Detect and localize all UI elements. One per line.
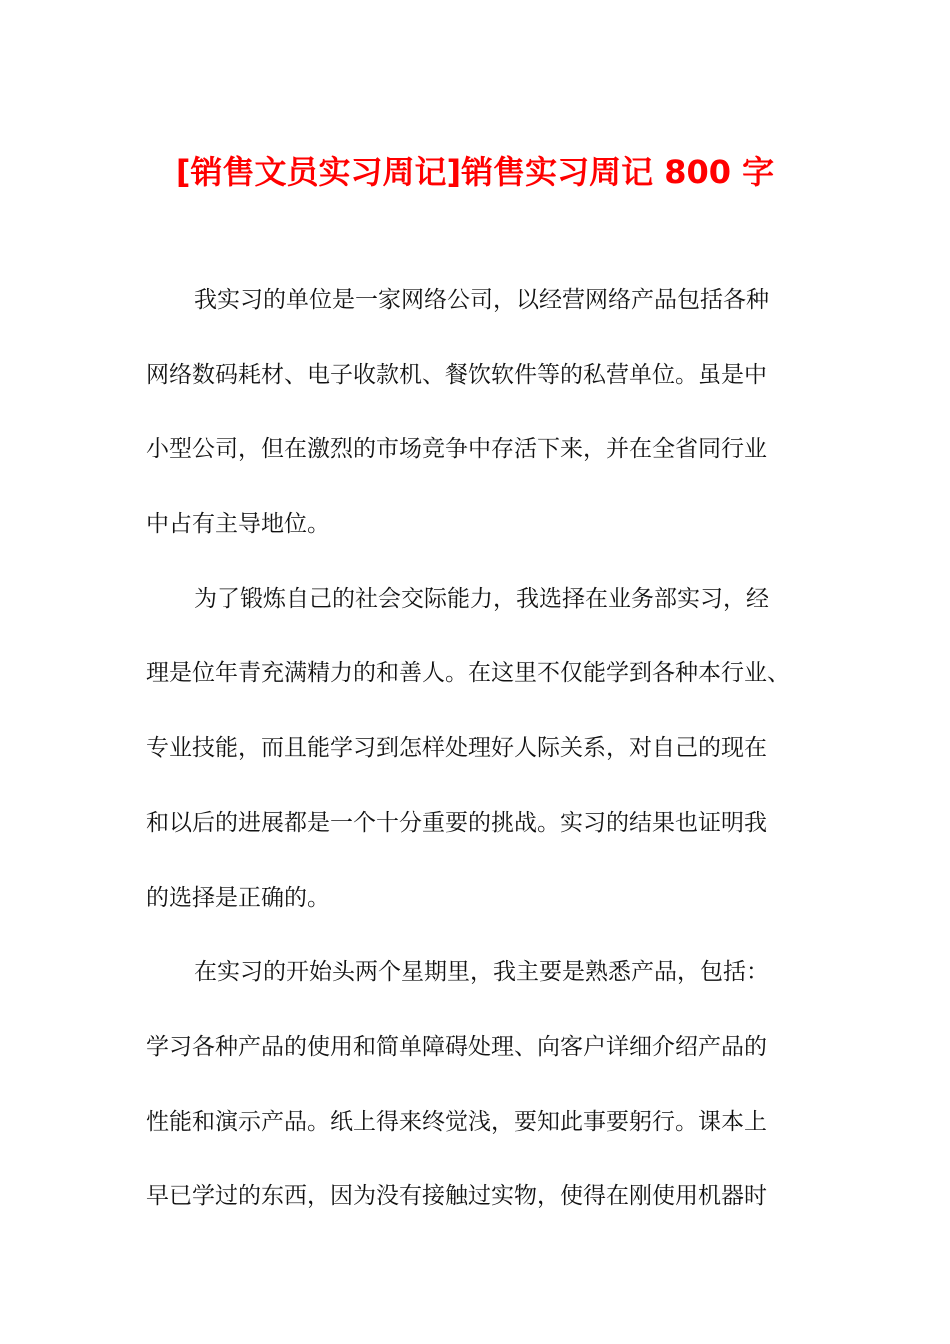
document-body — [146, 278, 806, 1249]
paragraph-line: 理是位年青充满精力的和善人。在这里不仅能学到各种本行业、 — [146, 660, 790, 687]
paragraph-line: 性能和演示产品。纸上得来终觉浅，要知此事要躬行。课本上 — [146, 1108, 767, 1135]
paragraph-line: 学习各种产品的使用和简单障碍处理、向客户详细介绍产品的 — [146, 1033, 767, 1060]
paragraph-line: 专业技能，而且能学习到怎样处理好人际关系，对自己的现在 — [146, 735, 767, 762]
document-title: [销售文员实习周记]销售实习周记 800 字 — [175, 153, 775, 191]
paragraph-line: 中占有主导地位。 — [146, 511, 330, 538]
paragraph-line: 网络数码耗材、电子收款机、餐饮软件等的私营单位。虽是中 — [146, 361, 767, 388]
paragraph-line: 小型公司，但在激烈的市场竞争中存活下来，并在全省同行业 — [146, 436, 767, 463]
paragraph-line: 的选择是正确的。 — [146, 884, 330, 911]
paragraph-line: 和以后的进展都是一个十分重要的挑战。实习的结果也证明我 — [146, 809, 767, 836]
paragraph-line: 在实习的开始头两个星期里，我主要是熟悉产品，包括： — [194, 959, 769, 986]
paragraph-line: 为了锻炼自己的社会交际能力，我选择在业务部实习，经 — [194, 585, 769, 612]
paragraph-line: 早已学过的东西，因为没有接触过实物，使得在刚使用机器时 — [146, 1183, 767, 1210]
paragraph-line: 我实习的单位是一家网络公司，以经营网络产品包括各种 — [194, 287, 769, 313]
